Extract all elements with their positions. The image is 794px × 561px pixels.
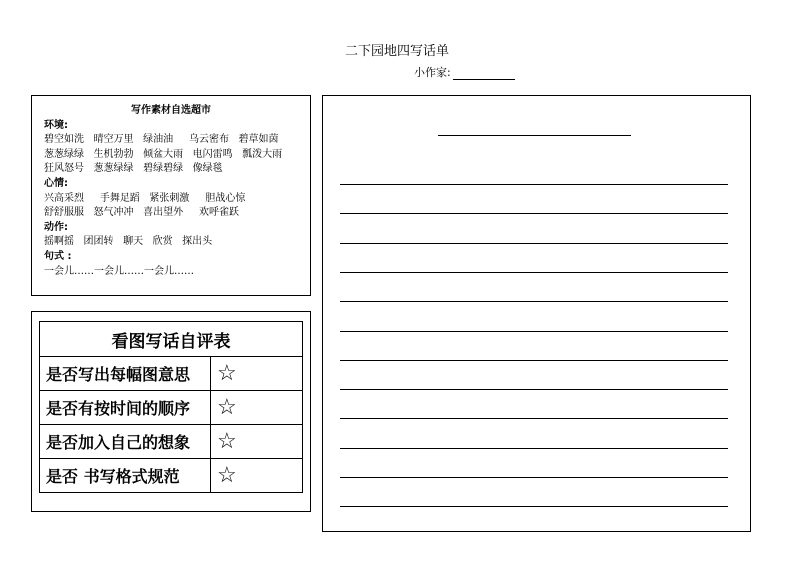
self-evaluation-table [39,321,303,493]
material-heading: 写作素材自选超市 [131,105,211,116]
word-row: 葱葱绿绿 生机勃勃 倾盆大雨 电闪雷鸣 瓢泼大雨 [44,148,283,160]
word-row: 舒舒服服 怒气冲冲 喜出望外 欢呼雀跃 [44,207,239,219]
criterion-cell: 是否 书写格式规范 [40,459,211,493]
section-label: 句式 : [44,250,72,262]
writing-line[interactable] [340,213,728,214]
section-label: 心情: [44,177,68,189]
writing-line[interactable] [340,506,728,507]
writing-line[interactable] [340,418,728,419]
table-row [40,391,303,425]
word-row: 摇啊摇 团团转 聊天 欣赏 探出头 [44,236,213,248]
table-row [40,357,303,391]
criterion-cell: 是否有按时间的顺序 [40,391,211,425]
writing-material-box [31,95,311,296]
word-row: 狂风怒号 葱葱绿绿 碧绿碧绿 像绿毯 [44,163,223,175]
table-row [40,459,303,493]
evaluation-header: 看图写话自评表 [40,322,303,357]
section-label: 环境: [44,119,68,131]
section-label: 动作: [44,221,68,233]
page-title: 二下园地四写话单 [344,44,449,59]
word-row: 兴高采烈 手舞足蹈 紧张刺激 胆战心惊 [44,192,246,204]
criterion-cell: 是否写出每幅图意思 [40,357,211,391]
writing-line[interactable] [340,477,728,478]
material-section-action [44,221,310,250]
title-line[interactable] [438,135,631,136]
material-section-environment [44,119,310,177]
writing-area[interactable] [322,95,751,532]
writing-line[interactable] [340,389,728,390]
writing-line[interactable] [340,448,728,449]
writing-line[interactable] [340,272,728,273]
star-icon[interactable]: ☆ [211,425,303,459]
writing-line[interactable] [340,243,728,244]
writing-line[interactable] [340,331,728,332]
word-row: 一会儿……一会儿……一会儿…… [44,265,194,277]
word-row: 碧空如洗 晴空万里 绿油油 乌云密布 碧草如茵 [44,134,279,146]
material-section-mood [44,177,310,221]
star-icon[interactable]: ☆ [211,391,303,425]
author-blank[interactable] [453,68,515,80]
material-section-sentence [44,250,310,279]
criterion-cell: 是否加入自己的想象 [40,425,211,459]
writing-line[interactable] [340,301,728,302]
author-label: 小作家: [414,66,451,79]
self-evaluation-box [31,311,311,512]
author-field [414,64,515,80]
writing-line[interactable] [340,360,728,361]
table-row [40,425,303,459]
star-icon[interactable]: ☆ [211,459,303,493]
writing-line[interactable] [340,184,728,185]
star-icon[interactable]: ☆ [211,357,303,391]
